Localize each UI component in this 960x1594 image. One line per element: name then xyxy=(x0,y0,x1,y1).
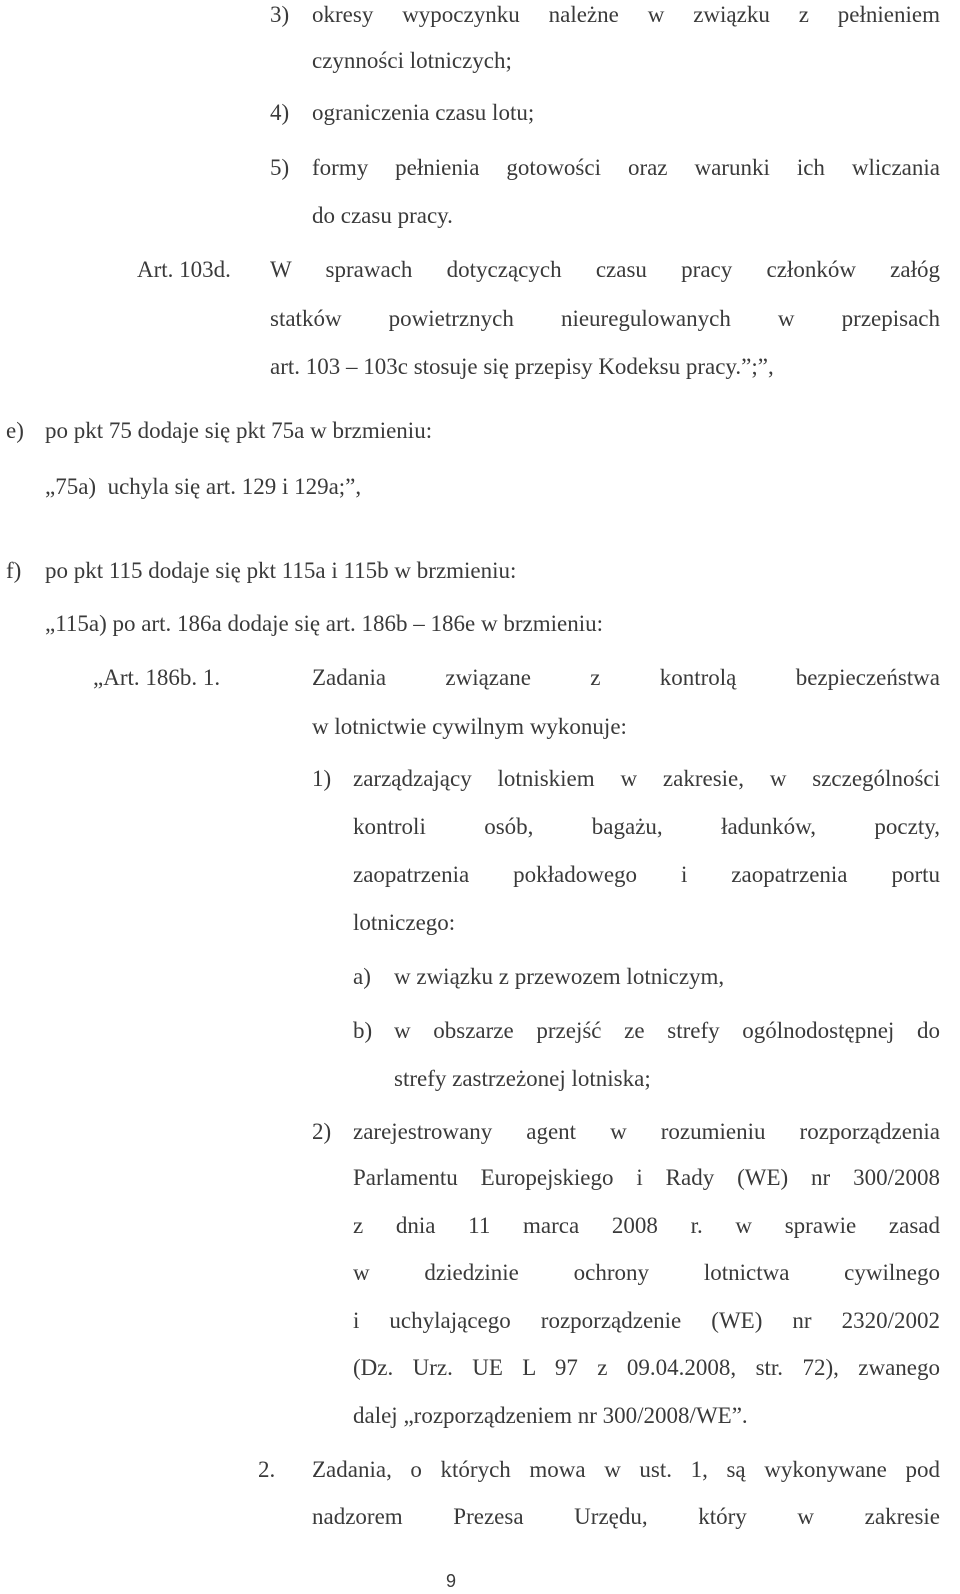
list-item-number: 4) xyxy=(270,100,290,125)
sub-item-letter: b) xyxy=(353,1018,373,1043)
list-item-number: 2) xyxy=(312,1119,332,1144)
list-item-text: czynności lotniczych; xyxy=(312,48,512,73)
list-item-text: zarządzający lotniskiem w zakresie, w szczególności xyxy=(353,766,940,791)
page-number: 9 xyxy=(446,1571,457,1591)
list-item-text: z dnia 11 marca 2008 r. w sprawie zasad xyxy=(353,1213,940,1238)
paragraph-text: nadzorem Prezesa Urzędu, który w zakresie xyxy=(312,1504,940,1529)
point-letter: f) xyxy=(6,558,22,583)
article-text: art. 103 – 103c stosuje się przepisy Kodeksu pracy.”;”, xyxy=(270,354,774,379)
point-text: po pkt 115 dodaje się pkt 115a i 115b w brzmieniu: xyxy=(45,558,517,583)
article-label: „Art. 186b. 1. xyxy=(93,665,221,690)
list-item-text: lotniczego: xyxy=(353,910,456,935)
quoted-provision: „75a) uchyla się art. 129 i 129a;”, xyxy=(45,474,362,499)
list-item-text: w dziedzinie ochrony lotnictwa cywilnego xyxy=(353,1260,940,1285)
list-item-number: 3) xyxy=(270,2,290,27)
article-text: w lotnictwie cywilnym wykonuje: xyxy=(312,714,627,739)
point-text: po pkt 75 dodaje się pkt 75a w brzmieniu: xyxy=(45,418,433,443)
list-item-text: dalej „rozporządzeniem nr 300/2008/WE”. xyxy=(353,1403,748,1428)
list-item-text: i uchylającego rozporządzenie (WE) nr 2320/2002 xyxy=(353,1308,940,1333)
list-item-number: 5) xyxy=(270,155,290,180)
list-item-text: kontroli osób, bagażu, ładunków, poczty, xyxy=(353,814,940,839)
list-item-text: Parlamentu Europejskiego i Rady (WE) nr 300/2008 xyxy=(353,1165,940,1190)
sub-item-text: w związku z przewozem lotniczym, xyxy=(394,964,725,989)
list-item-text: (Dz. Urz. UE L 97 z 09.04.2008, str. 72), zwanego xyxy=(353,1355,940,1380)
sub-item-text: w obszarze przejść ze strefy ogólnodostępnej do xyxy=(394,1018,940,1043)
sub-item-letter: a) xyxy=(353,964,371,989)
list-item-text: okresy wypoczynku należne w związku z pełnieniem xyxy=(312,2,940,27)
point-letter: e) xyxy=(6,418,24,443)
article-text: Zadania związane z kontrolą bezpieczeństwa xyxy=(312,665,940,690)
list-item-text: formy pełnienia gotowości oraz warunki ich wliczania xyxy=(312,155,940,180)
list-item-text: zaopatrzenia pokładowego i zaopatrzenia portu xyxy=(353,862,940,887)
quoted-provision: „115a) po art. 186a dodaje się art. 186b – 186e w brzmieniu: xyxy=(45,611,604,636)
article-text: statków powietrznych nieuregulowanych w przepisach xyxy=(270,306,940,331)
list-item-text: do czasu pracy. xyxy=(312,203,453,228)
list-item-text: ograniczenia czasu lotu; xyxy=(312,100,535,125)
list-item-text: zarejestrowany agent w rozumieniu rozporządzenia xyxy=(353,1119,940,1144)
article-text: W sprawach dotyczących czasu pracy członków załóg xyxy=(270,257,940,282)
paragraph-text: Zadania, o których mowa w ust. 1, są wykonywane pod xyxy=(312,1457,940,1482)
list-item-number: 1) xyxy=(312,766,332,791)
sub-item-text: strefy zastrzeżonej lotniska; xyxy=(394,1066,651,1091)
paragraph-number: 2. xyxy=(258,1457,276,1482)
article-label: Art. 103d. xyxy=(137,257,231,282)
